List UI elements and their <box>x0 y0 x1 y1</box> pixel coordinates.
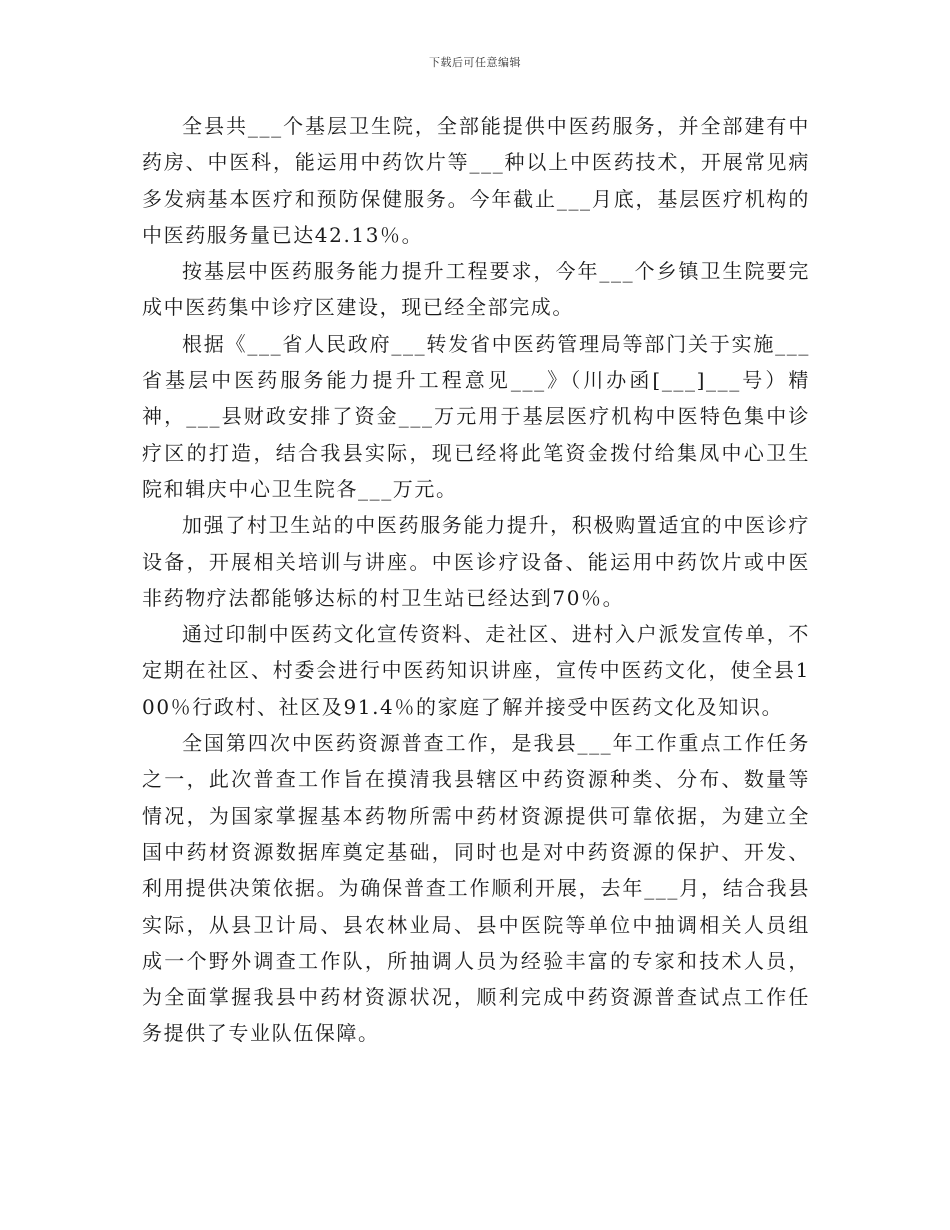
paragraph-tcm-service-coverage: 全县共___个基层卫生院，全部能提供中医药服务，并全部建有中药房、中医科，能运用中药饮片等___种以上中医药技术，开展常见病多发病基本医疗和预防保健服务。今年截止___月底，基层医疗机构的中医药服务量已达42.13％。 <box>142 114 810 247</box>
document-body <box>142 108 810 1052</box>
paragraph-funding-allocation: 根据《___省人民政府___转发省中医药管理局等部门关于实施___省基层中医药服务能力提升工程意见___》（川办函[___]___号）精神，___县财政安排了资金___万元用于基层医疗机构中医特色集中诊疗区的打造，结合我县实际，现已经将此笔资金拨付给集凤中心卫生院和辑庆中心卫生院各___万元。 <box>142 331 810 501</box>
paragraph-village-clinic-capacity: 加强了村卫生站的中医药服务能力提升，积极购置适宜的中医诊疗设备，开展相关培训与讲座。中医诊疗设备、能运用中药饮片或中医非药物疗法都能够达标的村卫生站已经达到70％。 <box>142 513 810 610</box>
paragraph-resource-survey: 全国第四次中医药资源普查工作，是我县___年工作重点工作任务之一，此次普查工作旨在摸清我县辖区中药资源种类、分布、数量等情况，为国家掌握基本药物所需中药材资源提供可靠依据，为建立全国中药材资源数据库奠定基础，同时也是对中药资源的保护、开发、利用提供决策依据。为确保普查工作顺利开展，去年___月，结合我县实际，从县卫计局、县农林业局、县中医院等单位中抽调相关人员组成一个野外调查工作队，所抽调人员为经验丰富的专家和技术人员，为全面掌握我县中药材资源状况，顺利完成中药资源普查试点工作任务提供了专业队伍保障。 <box>142 731 810 1046</box>
paragraph-diagnosis-area-construction: 按基层中医药服务能力提升工程要求，今年___个乡镇卫生院要完成中医药集中诊疗区建设，现已经全部完成。 <box>142 259 810 320</box>
paragraph-culture-promotion: 通过印制中医药文化宣传资料、走社区、进村入户派发宣传单，不定期在社区、村委会进行中医药知识讲座，宣传中医药文化，使全县100％行政村、社区及91.4％的家庭了解并接受中医药文化及知识。 <box>142 622 810 719</box>
page-header: 下载后可任意编辑 <box>429 56 521 69</box>
